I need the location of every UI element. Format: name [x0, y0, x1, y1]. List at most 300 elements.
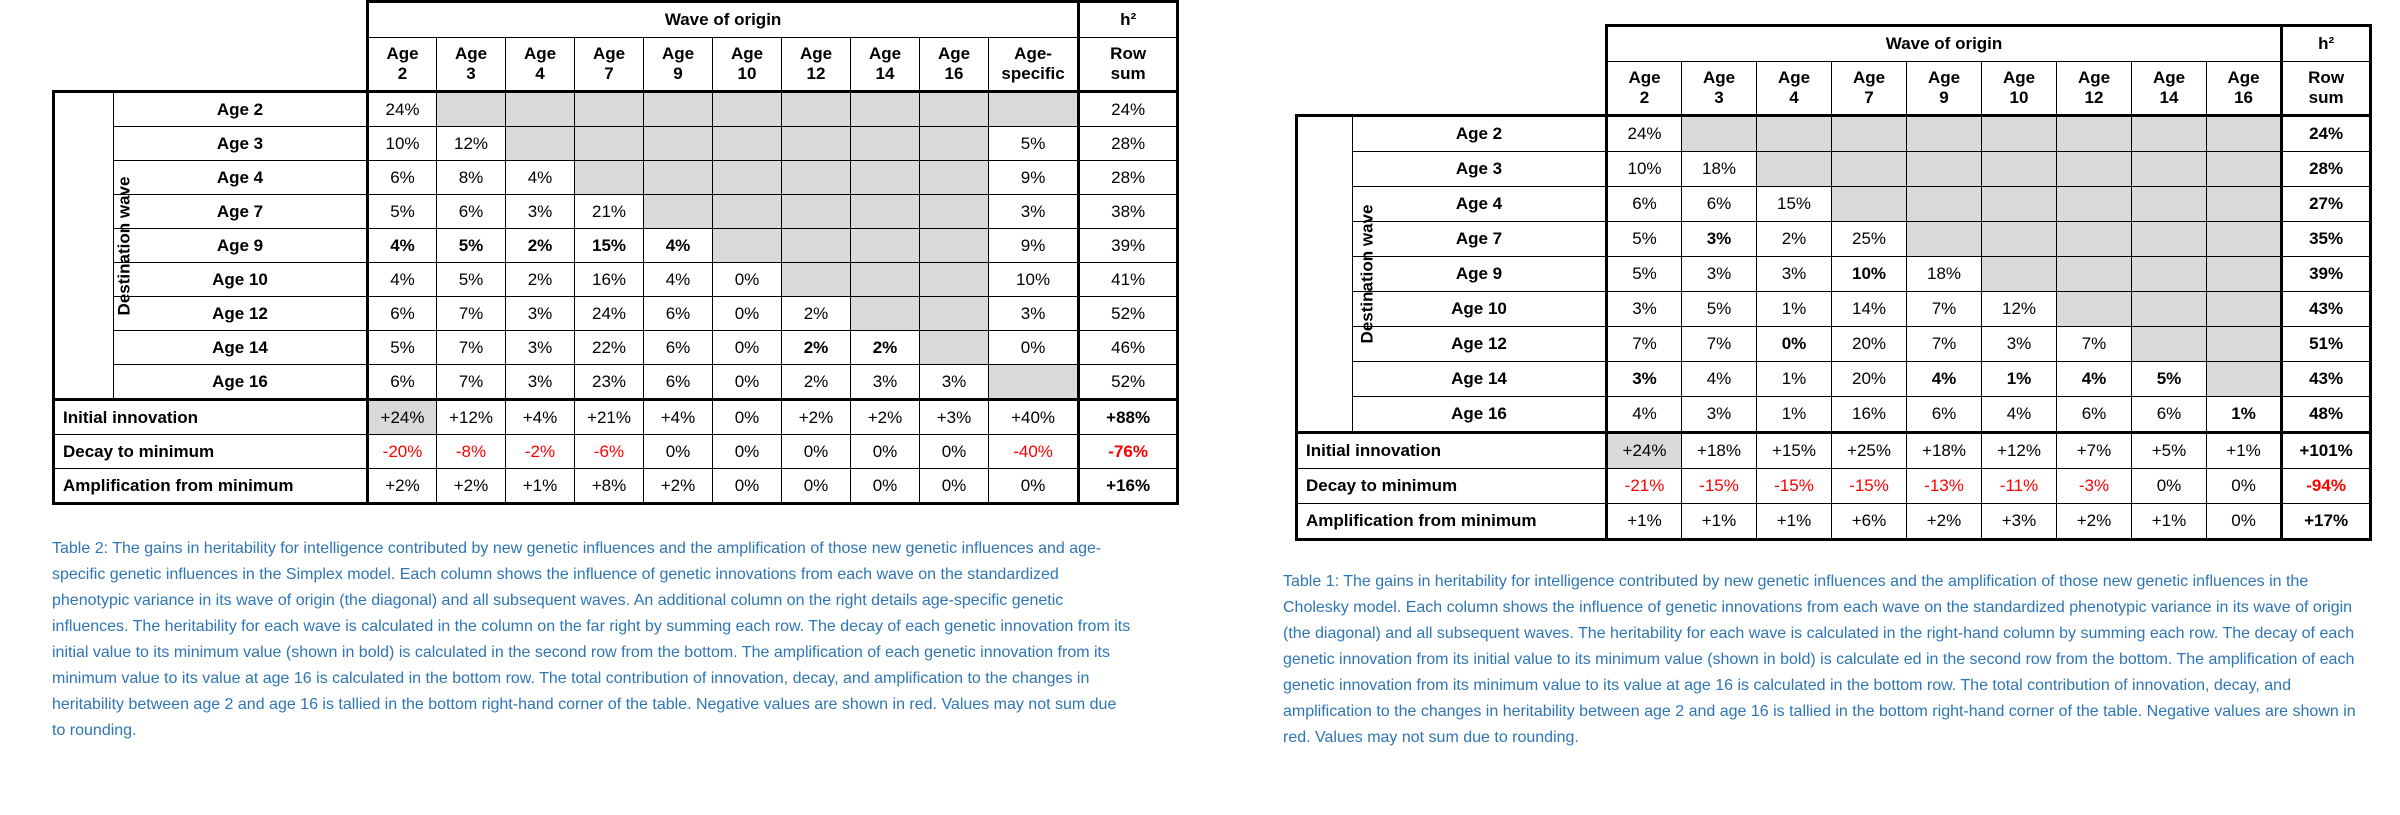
matrix-cell: [2207, 187, 2282, 222]
summary-label: Amplification from minimum: [54, 469, 368, 504]
row-sum-cell: 52%: [1079, 365, 1178, 400]
column-header-line2: 3: [466, 64, 476, 83]
matrix-cell: [1682, 116, 1757, 152]
matrix-cell: 6%: [368, 365, 437, 400]
matrix-cell: [851, 229, 920, 263]
matrix-cell: [2207, 222, 2282, 257]
column-header: [920, 38, 989, 92]
matrix-cell: 5%: [368, 195, 437, 229]
summary-cell: +40%: [989, 400, 1079, 435]
summary-sum-cell: -94%: [2282, 469, 2371, 504]
matrix-cell: 1%: [1757, 292, 1832, 327]
matrix-cell: 3%: [506, 297, 575, 331]
column-header: [1982, 62, 2057, 116]
matrix-cell: [2132, 187, 2207, 222]
column-header-line2: 4: [1789, 88, 1799, 107]
matrix-cell: [2057, 257, 2132, 292]
matrix-cell: 0%: [713, 263, 782, 297]
matrix-cell: [506, 127, 575, 161]
matrix-cell: 5%: [2132, 362, 2207, 397]
destination-wave-text: Destination wave: [114, 176, 134, 315]
matrix-cell: [2057, 222, 2132, 257]
h2-header: h²: [2282, 26, 2371, 62]
summary-cell: 0%: [920, 469, 989, 504]
matrix-cell: 3%: [1682, 257, 1757, 292]
matrix-cell: 6%: [437, 195, 506, 229]
column-header-line2: 9: [673, 64, 683, 83]
column-header: [1832, 62, 1907, 116]
row-sum-cell: 24%: [1079, 92, 1178, 127]
matrix-cell: [920, 263, 989, 297]
summary-cell: 0%: [713, 469, 782, 504]
matrix-cell: [2132, 116, 2207, 152]
row-label: Age 4: [1353, 187, 1607, 222]
matrix-cell: 2%: [1757, 222, 1832, 257]
matrix-cell: 4%: [1982, 397, 2057, 433]
summary-cell: +4%: [506, 400, 575, 435]
row-sum-cell: 41%: [1079, 263, 1178, 297]
column-header-line1: Age: [730, 44, 764, 63]
summary-cell: +12%: [437, 400, 506, 435]
column-header-line1: Age: [2002, 68, 2036, 87]
wave-of-origin-header: Wave of origin: [368, 2, 1079, 38]
summary-sum-cell: +16%: [1079, 469, 1178, 504]
matrix-cell: [920, 92, 989, 127]
matrix-cell: [851, 161, 920, 195]
column-header-line1: Age: [592, 44, 626, 63]
summary-cell: +2%: [644, 469, 713, 504]
column-header-line1: Age: [937, 44, 971, 63]
matrix-cell: [920, 297, 989, 331]
summary-cell: 0%: [989, 469, 1079, 504]
summary-cell: +18%: [1907, 433, 1982, 469]
summary-cell: +1%: [1757, 504, 1832, 540]
caption-lead: Table 2: The gains in heritability for intelligence contributed by new genetic influences and the amplification of those new genetic influences and age-specific genetic influences in the Simplex model.: [52, 540, 1102, 583]
summary-cell: -15%: [1757, 469, 1832, 504]
summary-cell: +7%: [2057, 433, 2132, 469]
matrix-cell: 5%: [368, 331, 437, 365]
matrix-cell: 9%: [989, 161, 1079, 195]
matrix-cell: 3%: [1982, 327, 2057, 362]
summary-cell: +2%: [368, 469, 437, 504]
summary-cell: +18%: [1682, 433, 1757, 469]
summary-cell: 0%: [851, 469, 920, 504]
row-sum-header-line1: Row: [2308, 68, 2345, 87]
summary-cell: +1%: [2132, 504, 2207, 540]
row-sum-header-line2: sum: [1110, 64, 1146, 83]
matrix-cell: 6%: [644, 365, 713, 400]
column-header-line1: Age: [868, 44, 902, 63]
summary-cell: -40%: [989, 435, 1079, 469]
matrix-cell: [575, 161, 644, 195]
matrix-cell: 14%: [1832, 292, 1907, 327]
row-label: Age 10: [1353, 292, 1607, 327]
row-label: Age 2: [114, 92, 368, 127]
matrix-cell: [644, 127, 713, 161]
matrix-cell: 10%: [1832, 257, 1907, 292]
summary-cell: +21%: [575, 400, 644, 435]
matrix-cell: 6%: [368, 161, 437, 195]
column-header: [1682, 62, 1757, 116]
matrix-cell: 0%: [713, 297, 782, 331]
column-header: [1607, 62, 1682, 116]
matrix-cell: 4%: [644, 263, 713, 297]
matrix-cell: 8%: [437, 161, 506, 195]
column-header-line1: Age: [2152, 68, 2186, 87]
matrix-cell: 3%: [1607, 292, 1682, 327]
matrix-cell: [1757, 152, 1832, 187]
matrix-cell: 4%: [506, 161, 575, 195]
matrix-cell: [644, 195, 713, 229]
summary-cell: +3%: [1982, 504, 2057, 540]
matrix-cell: [713, 127, 782, 161]
summary-cell: 0%: [782, 435, 851, 469]
matrix-cell: 3%: [1757, 257, 1832, 292]
row-sum-cell: 52%: [1079, 297, 1178, 331]
matrix-cell: [1907, 152, 1982, 187]
simplex-table-panel: [52, 0, 1179, 505]
matrix-cell: 3%: [851, 365, 920, 400]
summary-cell: -2%: [506, 435, 575, 469]
summary-cell: 0%: [644, 435, 713, 469]
summary-sum-cell: +17%: [2282, 504, 2371, 540]
summary-cell: -21%: [1607, 469, 1682, 504]
row-sum-cell: 39%: [2282, 257, 2371, 292]
summary-cell: -11%: [1982, 469, 2057, 504]
column-header: [2057, 62, 2132, 116]
matrix-cell: [437, 92, 506, 127]
row-label: Age 3: [114, 127, 368, 161]
matrix-cell: 0%: [1757, 327, 1832, 362]
matrix-cell: 5%: [1682, 292, 1757, 327]
matrix-cell: 2%: [851, 331, 920, 365]
matrix-cell: [2057, 116, 2132, 152]
summary-label: Amplification from minimum: [1297, 504, 1607, 540]
summary-sum-cell: +88%: [1079, 400, 1178, 435]
cholesky-heritability-table: [1295, 24, 2372, 541]
column-header: [713, 38, 782, 92]
row-label: Age 16: [1353, 397, 1607, 433]
column-header-line1: Age: [386, 44, 419, 63]
matrix-cell: 10%: [368, 127, 437, 161]
row-sum-cell: 24%: [2282, 116, 2371, 152]
column-header-line2: 16: [944, 64, 964, 83]
destination-wave-text: Destination wave: [1357, 204, 1377, 344]
matrix-cell: 7%: [1607, 327, 1682, 362]
matrix-cell: 4%: [1607, 397, 1682, 433]
matrix-cell: [644, 161, 713, 195]
column-header: [437, 38, 506, 92]
matrix-cell: 5%: [1607, 257, 1682, 292]
column-header: [1907, 62, 1982, 116]
column-header-line2: 7: [604, 64, 614, 83]
matrix-cell: 6%: [1907, 397, 1982, 433]
row-label: Age 7: [1353, 222, 1607, 257]
column-header-line2: 10: [737, 64, 757, 83]
summary-cell: +3%: [920, 400, 989, 435]
matrix-cell: 10%: [989, 263, 1079, 297]
matrix-cell: 9%: [989, 229, 1079, 263]
row-sum-cell: 38%: [1079, 195, 1178, 229]
matrix-cell: 2%: [782, 331, 851, 365]
matrix-cell: [782, 195, 851, 229]
matrix-cell: 3%: [506, 195, 575, 229]
column-header-line2: specific: [1001, 64, 1065, 83]
summary-cell: +2%: [2057, 504, 2132, 540]
row-sum-cell: 43%: [2282, 292, 2371, 327]
blank-corner: [54, 2, 368, 92]
matrix-cell: [851, 297, 920, 331]
matrix-cell: 18%: [1682, 152, 1757, 187]
matrix-cell: [2207, 116, 2282, 152]
summary-cell: +25%: [1832, 433, 1907, 469]
column-header: [1757, 62, 1832, 116]
column-header-line1: Age-: [1014, 44, 1052, 63]
matrix-cell: 2%: [782, 297, 851, 331]
matrix-cell: [920, 127, 989, 161]
matrix-cell: 3%: [989, 297, 1079, 331]
matrix-cell: 5%: [437, 263, 506, 297]
summary-cell: 0%: [713, 400, 782, 435]
caption-lead: Table 1: The gains in heritability for intelligence contributed by new genetic influences and the amplification of those new genetic influences in the Cholesky model.: [1283, 573, 2309, 616]
matrix-cell: 15%: [575, 229, 644, 263]
matrix-cell: [2132, 292, 2207, 327]
column-header-line1: Age: [2077, 68, 2111, 87]
column-header-line2: 2: [1639, 88, 1650, 107]
matrix-cell: 1%: [1982, 362, 2057, 397]
summary-cell: 0%: [920, 435, 989, 469]
matrix-cell: [782, 127, 851, 161]
blank-corner: [1297, 26, 1607, 116]
summary-cell: +2%: [437, 469, 506, 504]
column-header-line1: Age: [1777, 68, 1811, 87]
summary-cell: -3%: [2057, 469, 2132, 504]
summary-cell: +15%: [1757, 433, 1832, 469]
matrix-cell: 3%: [920, 365, 989, 400]
summary-cell: 0%: [782, 469, 851, 504]
summary-cell: +4%: [644, 400, 713, 435]
summary-cell: +1%: [506, 469, 575, 504]
column-header-line1: Age: [1852, 68, 1886, 87]
matrix-cell: [1982, 187, 2057, 222]
matrix-cell: 0%: [989, 331, 1079, 365]
matrix-cell: 3%: [1607, 362, 1682, 397]
matrix-cell: [782, 161, 851, 195]
row-label: Age 10: [114, 263, 368, 297]
row-sum-header-line1: Row: [1110, 44, 1147, 63]
matrix-cell: 2%: [782, 365, 851, 400]
matrix-cell: 3%: [1682, 397, 1757, 433]
summary-cell: +1%: [1682, 504, 1757, 540]
matrix-cell: [713, 229, 782, 263]
matrix-cell: 23%: [575, 365, 644, 400]
column-header-line2: 4: [535, 64, 545, 83]
column-header-line1: Age: [1628, 68, 1661, 87]
column-header-line1: Age: [1927, 68, 1961, 87]
matrix-cell: 4%: [1682, 362, 1757, 397]
summary-cell: +24%: [368, 400, 437, 435]
summary-cell: +2%: [1907, 504, 1982, 540]
cholesky-table-panel: [1295, 24, 2372, 541]
summary-cell: -20%: [368, 435, 437, 469]
matrix-cell: [1907, 222, 1982, 257]
matrix-cell: 10%: [1607, 152, 1682, 187]
simplex-table-caption: [52, 536, 1132, 744]
matrix-cell: 1%: [1757, 397, 1832, 433]
matrix-cell: 4%: [1907, 362, 1982, 397]
summary-cell: 0%: [851, 435, 920, 469]
destination-wave-label: [54, 92, 134, 400]
summary-cell: -6%: [575, 435, 644, 469]
matrix-cell: [713, 161, 782, 195]
row-sum-cell: 27%: [2282, 187, 2371, 222]
summary-label: Decay to minimum: [54, 435, 368, 469]
summary-label: Initial innovation: [54, 400, 368, 435]
matrix-cell: [851, 263, 920, 297]
matrix-cell: [2207, 327, 2282, 362]
matrix-cell: 6%: [644, 331, 713, 365]
matrix-cell: [1907, 116, 1982, 152]
summary-cell: -13%: [1907, 469, 1982, 504]
row-label: Age 4: [114, 161, 368, 195]
summary-cell: +1%: [1607, 504, 1682, 540]
matrix-cell: [575, 127, 644, 161]
row-sum-header: [1079, 38, 1178, 92]
matrix-cell: 24%: [1607, 116, 1682, 152]
matrix-cell: [2207, 362, 2282, 397]
matrix-cell: 25%: [1832, 222, 1907, 257]
row-sum-header-line2: sum: [2308, 88, 2344, 107]
matrix-cell: [1832, 116, 1907, 152]
row-sum-cell: 28%: [1079, 127, 1178, 161]
column-header: [575, 38, 644, 92]
summary-sum-cell: +101%: [2282, 433, 2371, 469]
matrix-cell: 7%: [437, 297, 506, 331]
matrix-cell: [2057, 292, 2132, 327]
matrix-cell: [782, 263, 851, 297]
matrix-cell: [713, 92, 782, 127]
column-header-line2: 7: [1864, 88, 1874, 107]
matrix-cell: [2207, 152, 2282, 187]
matrix-cell: 22%: [575, 331, 644, 365]
matrix-cell: 21%: [575, 195, 644, 229]
summary-cell: 0%: [2207, 469, 2282, 504]
summary-cell: +8%: [575, 469, 644, 504]
summary-cell: 0%: [2207, 504, 2282, 540]
matrix-cell: 4%: [644, 229, 713, 263]
column-header-line1: Age: [2227, 68, 2260, 87]
matrix-cell: 12%: [1982, 292, 2057, 327]
matrix-cell: 0%: [713, 331, 782, 365]
row-label: Age 14: [1353, 362, 1607, 397]
row-label: Age 9: [1353, 257, 1607, 292]
matrix-cell: [506, 92, 575, 127]
matrix-cell: 6%: [2057, 397, 2132, 433]
summary-cell: 0%: [2132, 469, 2207, 504]
column-header-line1: Age: [1702, 68, 1736, 87]
row-label: Age 3: [1353, 152, 1607, 187]
column-header: [851, 38, 920, 92]
matrix-cell: 3%: [1682, 222, 1757, 257]
column-header: [506, 38, 575, 92]
matrix-cell: 5%: [437, 229, 506, 263]
matrix-cell: 6%: [368, 297, 437, 331]
matrix-cell: 3%: [506, 365, 575, 400]
matrix-cell: [2132, 327, 2207, 362]
caption-body: Each column shows the influence of genetic innovations from each wave on the standardized phenotypic variance in its wave of origin (the diagonal) and all subsequent waves. The heritability for each wave is calculated in the right-hand column by summing each row. The decay of each genetic innovation from its initial value to its minimum value (shown in bold) is calculate ed in the second row from the bottom. The amplification of each genetic innovation from its minimum value to its value at age 16 is calculated in the bottom row. The total contribution of innovation, decay, and amplification to the changes in heritability between age 2 and age 16 is tallied in the bottom right-hand corner of the table. Negative values are shown in red. Values may not sum due to rounding.: [1283, 599, 2356, 746]
summary-cell: 0%: [713, 435, 782, 469]
summary-cell: +2%: [782, 400, 851, 435]
matrix-cell: [989, 365, 1079, 400]
matrix-cell: [1832, 187, 1907, 222]
matrix-cell: 7%: [1907, 292, 1982, 327]
matrix-cell: 6%: [2132, 397, 2207, 433]
matrix-cell: [920, 331, 989, 365]
column-header-line1: Age: [799, 44, 833, 63]
row-sum-cell: 39%: [1079, 229, 1178, 263]
matrix-cell: 2%: [506, 263, 575, 297]
matrix-cell: [1982, 152, 2057, 187]
matrix-cell: 6%: [1607, 187, 1682, 222]
matrix-cell: 4%: [368, 229, 437, 263]
column-header-line2: 12: [2084, 88, 2104, 107]
matrix-cell: [2132, 222, 2207, 257]
matrix-cell: 7%: [2057, 327, 2132, 362]
summary-label: Decay to minimum: [1297, 469, 1607, 504]
matrix-cell: 24%: [575, 297, 644, 331]
column-header-line2: 16: [2234, 88, 2254, 107]
column-header-line2: 14: [875, 64, 895, 83]
row-sum-cell: 28%: [1079, 161, 1178, 195]
simplex-heritability-table: [52, 0, 1179, 505]
row-label: Age 12: [114, 297, 368, 331]
column-header-line2: 2: [397, 64, 408, 83]
matrix-cell: [920, 195, 989, 229]
summary-cell: +2%: [851, 400, 920, 435]
matrix-cell: [1982, 257, 2057, 292]
summary-cell: +5%: [2132, 433, 2207, 469]
row-label: Age 9: [114, 229, 368, 263]
matrix-cell: [2207, 257, 2282, 292]
row-label: Age 7: [114, 195, 368, 229]
row-sum-cell: 46%: [1079, 331, 1178, 365]
matrix-cell: [851, 195, 920, 229]
column-header-line1: Age: [661, 44, 695, 63]
matrix-cell: [2132, 257, 2207, 292]
column-header: [989, 38, 1079, 92]
column-header-line2: 3: [1714, 88, 1724, 107]
row-sum-header: [2282, 62, 2371, 116]
matrix-cell: 4%: [368, 263, 437, 297]
matrix-cell: [644, 92, 713, 127]
column-header: [2207, 62, 2282, 116]
matrix-cell: 3%: [989, 195, 1079, 229]
matrix-cell: 12%: [437, 127, 506, 161]
matrix-cell: 16%: [575, 263, 644, 297]
matrix-cell: 7%: [1907, 327, 1982, 362]
summary-sum-cell: -76%: [1079, 435, 1178, 469]
matrix-cell: 20%: [1832, 327, 1907, 362]
matrix-cell: [575, 92, 644, 127]
matrix-cell: [920, 161, 989, 195]
column-header-line1: Age: [454, 44, 488, 63]
matrix-cell: 6%: [644, 297, 713, 331]
matrix-cell: [920, 229, 989, 263]
matrix-cell: [1907, 187, 1982, 222]
matrix-cell: 1%: [2207, 397, 2282, 433]
matrix-cell: [851, 92, 920, 127]
h2-header: h²: [1079, 2, 1178, 38]
